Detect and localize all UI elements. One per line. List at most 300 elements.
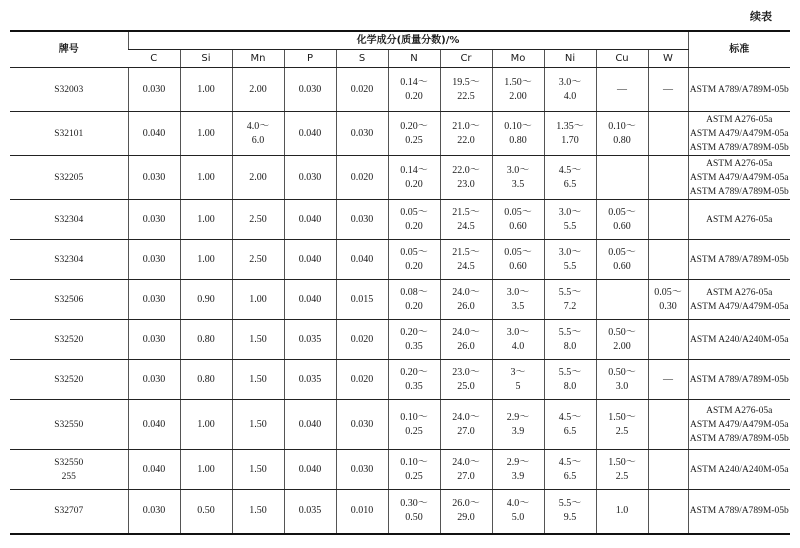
cell-line: 0.20 bbox=[405, 300, 423, 312]
cell-line: 0.030 bbox=[350, 213, 374, 225]
cell-line: 0.60 bbox=[509, 220, 527, 232]
value-cell bbox=[440, 156, 492, 200]
cell-line: — bbox=[617, 83, 627, 95]
cell-line: 0.60 bbox=[509, 260, 527, 272]
cell-line: 2.50 bbox=[249, 213, 267, 225]
value-cell bbox=[180, 400, 232, 450]
cell-line: ASTM A276-05a bbox=[706, 158, 773, 169]
value-cell bbox=[336, 68, 388, 112]
cell-line: S32520 bbox=[54, 334, 84, 345]
value-cell bbox=[492, 400, 544, 450]
element-header: N bbox=[388, 50, 440, 68]
value-cell bbox=[128, 112, 180, 156]
cell-line: 0.90 bbox=[197, 293, 215, 305]
grade-cell bbox=[10, 112, 128, 156]
value-cell bbox=[492, 280, 544, 320]
cell-line: 0.50 bbox=[197, 505, 215, 517]
composition-header: 化学成分(质量分数)/% bbox=[128, 31, 688, 50]
cell-line: 21.5～ bbox=[452, 206, 480, 218]
cell-line: 0.010 bbox=[350, 505, 374, 517]
value-cell bbox=[180, 490, 232, 534]
value-cell bbox=[440, 280, 492, 320]
cell-line: 0.040 bbox=[298, 213, 322, 225]
value-cell bbox=[648, 156, 688, 200]
cell-line: 0.30～ bbox=[400, 498, 428, 510]
cell-line: 5.5～ bbox=[558, 286, 582, 298]
cell-line: 0.040 bbox=[142, 127, 166, 139]
grade-cell bbox=[10, 450, 128, 490]
cell-line: 24.0～ bbox=[452, 326, 480, 338]
cell-line: S32520 bbox=[54, 374, 84, 385]
cell-line: 0.030 bbox=[142, 293, 166, 305]
cell-line: 1.50 bbox=[249, 505, 267, 517]
value-cell bbox=[596, 68, 648, 112]
cell-line: 0.35 bbox=[405, 380, 423, 392]
cell-line: ASTM A479/A479M-05a bbox=[690, 419, 789, 430]
value-cell bbox=[544, 200, 596, 240]
cell-line: — bbox=[663, 373, 673, 385]
cell-line: 0.80 bbox=[613, 134, 631, 146]
value-cell bbox=[388, 280, 440, 320]
cell-line: 0.040 bbox=[298, 127, 322, 139]
cell-line: S32205 bbox=[54, 172, 84, 183]
cell-line: 3.0～ bbox=[558, 246, 582, 258]
cell-line: 0.25 bbox=[405, 425, 423, 437]
table-row bbox=[10, 156, 790, 200]
value-cell bbox=[336, 400, 388, 450]
cell-line: 1.0 bbox=[615, 505, 629, 517]
cell-line: 0.05～ bbox=[400, 246, 428, 258]
value-cell bbox=[180, 68, 232, 112]
value-cell bbox=[128, 68, 180, 112]
cell-line: 6.5 bbox=[563, 470, 577, 482]
value-cell bbox=[388, 320, 440, 360]
cell-line: ASTM A276-05a bbox=[706, 405, 773, 416]
value-cell bbox=[544, 240, 596, 280]
composition-table bbox=[10, 30, 790, 535]
cell-line: 1.00 bbox=[197, 127, 215, 139]
cell-line: ASTM A276-05a bbox=[706, 114, 773, 125]
value-cell bbox=[440, 112, 492, 156]
cell-line: 24.0～ bbox=[452, 411, 480, 423]
cell-line: 0.30 bbox=[659, 300, 677, 312]
cell-line: 0.50 bbox=[405, 512, 423, 524]
value-cell bbox=[544, 68, 596, 112]
cell-line: 0.030 bbox=[142, 505, 166, 517]
value-cell bbox=[128, 200, 180, 240]
cell-line: 0.20～ bbox=[400, 326, 428, 338]
cell-line: 3.0～ bbox=[506, 164, 530, 176]
cell-line: 5.5～ bbox=[558, 498, 582, 510]
element-header: P bbox=[284, 50, 336, 68]
value-cell bbox=[440, 240, 492, 280]
value-cell bbox=[232, 320, 284, 360]
value-cell bbox=[284, 112, 336, 156]
cell-line: S32707 bbox=[54, 506, 84, 517]
cell-line: 0.035 bbox=[298, 333, 322, 345]
grade-cell bbox=[10, 200, 128, 240]
value-cell bbox=[440, 200, 492, 240]
value-cell bbox=[284, 400, 336, 450]
cell-line: 0.05～ bbox=[400, 206, 428, 218]
cell-line: 0.60 bbox=[613, 260, 631, 272]
cell-line: 0.20～ bbox=[400, 366, 428, 378]
cell-line: 2.5 bbox=[615, 470, 629, 482]
value-cell bbox=[284, 68, 336, 112]
cell-line: 1.00 bbox=[249, 293, 267, 305]
grade-cell bbox=[10, 320, 128, 360]
table-row bbox=[10, 280, 790, 320]
value-cell bbox=[232, 200, 284, 240]
cell-line: 0.030 bbox=[142, 373, 166, 385]
cell-line: ASTM A479/A479M-05a bbox=[690, 128, 789, 139]
grade-cell bbox=[10, 280, 128, 320]
value-cell bbox=[284, 156, 336, 200]
standard-cell bbox=[688, 280, 790, 320]
value-cell bbox=[492, 156, 544, 200]
value-cell bbox=[596, 450, 648, 490]
cell-line: 0.60 bbox=[613, 220, 631, 232]
value-cell bbox=[596, 200, 648, 240]
value-cell bbox=[284, 280, 336, 320]
value-cell bbox=[596, 112, 648, 156]
cell-line: 0.020 bbox=[350, 373, 374, 385]
value-cell bbox=[440, 400, 492, 450]
value-cell bbox=[128, 490, 180, 534]
cell-line: S32506 bbox=[54, 294, 84, 305]
cell-line: — bbox=[663, 83, 673, 95]
value-cell bbox=[180, 240, 232, 280]
value-cell bbox=[128, 320, 180, 360]
cell-line: 21.5～ bbox=[452, 246, 480, 258]
value-cell bbox=[388, 112, 440, 156]
value-cell bbox=[492, 200, 544, 240]
cell-line: 3.0～ bbox=[506, 326, 530, 338]
value-cell bbox=[492, 112, 544, 156]
value-cell bbox=[440, 360, 492, 400]
value-cell bbox=[492, 240, 544, 280]
standard-header: 标准 bbox=[688, 31, 790, 68]
cell-line: ASTM A240/A240M-05a bbox=[690, 334, 789, 345]
cell-line: 26.0～ bbox=[452, 498, 480, 510]
cell-line: 5.5～ bbox=[558, 326, 582, 338]
cell-line: 1.50～ bbox=[608, 411, 636, 423]
value-cell bbox=[648, 68, 688, 112]
cell-line: 4.0～ bbox=[506, 498, 530, 510]
cell-line: 0.030 bbox=[142, 171, 166, 183]
value-cell bbox=[336, 200, 388, 240]
cell-line: 0.040 bbox=[298, 463, 322, 475]
standard-cell bbox=[688, 320, 790, 360]
value-cell bbox=[284, 200, 336, 240]
value-cell bbox=[336, 490, 388, 534]
cell-line: 0.030 bbox=[142, 333, 166, 345]
table-row bbox=[10, 320, 790, 360]
cell-line: 2.00 bbox=[249, 83, 267, 95]
cell-line: 6.5 bbox=[563, 425, 577, 437]
value-cell bbox=[492, 320, 544, 360]
value-cell bbox=[596, 490, 648, 534]
value-cell bbox=[388, 490, 440, 534]
cell-line: 2.9～ bbox=[506, 456, 530, 468]
table-row bbox=[10, 400, 790, 450]
cell-line: 0.020 bbox=[350, 333, 374, 345]
cell-line: ASTM A479/A479M-05a bbox=[690, 301, 789, 312]
cell-line: 0.05～ bbox=[504, 206, 532, 218]
cell-line: 0.030 bbox=[142, 253, 166, 265]
cell-line: S32003 bbox=[54, 84, 84, 95]
cell-line: 0.040 bbox=[298, 253, 322, 265]
grade-cell bbox=[10, 400, 128, 450]
value-cell bbox=[440, 68, 492, 112]
cell-line: 3.0～ bbox=[506, 286, 530, 298]
cell-line: S32550 bbox=[54, 457, 84, 468]
cell-line: 0.030 bbox=[350, 463, 374, 475]
cell-line: 2.50 bbox=[249, 253, 267, 265]
value-cell bbox=[232, 68, 284, 112]
value-cell bbox=[180, 280, 232, 320]
value-cell bbox=[388, 156, 440, 200]
cell-line: 3.9 bbox=[511, 425, 525, 437]
cell-line: 24.5 bbox=[457, 260, 475, 272]
cell-line: 0.040 bbox=[298, 418, 322, 430]
cell-line: ASTM A789/A789M-05b bbox=[689, 254, 789, 265]
cell-line: 0.030 bbox=[350, 127, 374, 139]
cell-line: 2.00 bbox=[613, 340, 631, 352]
standard-cell bbox=[688, 450, 790, 490]
cell-line: 0.030 bbox=[142, 213, 166, 225]
cell-line: 1.00 bbox=[197, 463, 215, 475]
cell-line: 3.9 bbox=[511, 470, 525, 482]
cell-line: 0.35 bbox=[405, 340, 423, 352]
element-header: Ni bbox=[544, 50, 596, 68]
cell-line: 0.25 bbox=[405, 134, 423, 146]
cell-line: 0.80 bbox=[197, 373, 215, 385]
cell-line: 2.5 bbox=[615, 425, 629, 437]
cell-line: 3.0 bbox=[615, 380, 629, 392]
table-row bbox=[10, 112, 790, 156]
cell-line: S32304 bbox=[54, 254, 84, 265]
cell-line: 24.5 bbox=[457, 220, 475, 232]
element-header: Cr bbox=[440, 50, 492, 68]
value-cell bbox=[440, 320, 492, 360]
cell-line: 0.030 bbox=[350, 418, 374, 430]
cell-line: 22.0 bbox=[457, 134, 475, 146]
value-cell bbox=[648, 280, 688, 320]
cell-line: 0.040 bbox=[142, 463, 166, 475]
element-header: S bbox=[336, 50, 388, 68]
cell-line: 24.0～ bbox=[452, 456, 480, 468]
value-cell bbox=[128, 280, 180, 320]
cell-line: ASTM A789/A789M-05b bbox=[689, 142, 789, 153]
standard-cell bbox=[688, 68, 790, 112]
value-cell bbox=[648, 490, 688, 534]
value-cell bbox=[128, 360, 180, 400]
cell-line: ASTM A479/A479M-05a bbox=[690, 172, 789, 183]
grade-cell bbox=[10, 156, 128, 200]
cell-line: 1.00 bbox=[197, 213, 215, 225]
value-cell bbox=[284, 450, 336, 490]
cell-line: 26.0 bbox=[457, 300, 475, 312]
cell-line: 1.50～ bbox=[608, 456, 636, 468]
cell-line: 0.10～ bbox=[400, 456, 428, 468]
value-cell bbox=[232, 280, 284, 320]
cell-line: S32304 bbox=[54, 214, 84, 225]
value-cell bbox=[336, 112, 388, 156]
cell-line: 0.25 bbox=[405, 470, 423, 482]
value-cell bbox=[544, 400, 596, 450]
cell-line: 0.14～ bbox=[400, 76, 428, 88]
cell-line: 1.50 bbox=[249, 333, 267, 345]
cell-line: 5 bbox=[515, 380, 521, 392]
value-cell bbox=[128, 400, 180, 450]
grade-cell bbox=[10, 360, 128, 400]
value-cell bbox=[544, 156, 596, 200]
value-cell bbox=[492, 68, 544, 112]
value-cell bbox=[232, 156, 284, 200]
cell-line: 0.80 bbox=[197, 333, 215, 345]
cell-line: 0.05～ bbox=[608, 206, 636, 218]
value-cell bbox=[544, 280, 596, 320]
cell-line: 25.0 bbox=[457, 380, 475, 392]
value-cell bbox=[388, 240, 440, 280]
element-header: Mn bbox=[232, 50, 284, 68]
cell-line: 3～ bbox=[510, 366, 526, 378]
cell-line: 0.14～ bbox=[400, 164, 428, 176]
value-cell bbox=[648, 112, 688, 156]
element-header: Mo bbox=[492, 50, 544, 68]
cell-line: 1.50 bbox=[249, 463, 267, 475]
cell-line: 23.0～ bbox=[452, 366, 480, 378]
cell-line: 0.030 bbox=[298, 83, 322, 95]
value-cell bbox=[336, 360, 388, 400]
cell-line: 4.0～ bbox=[246, 120, 270, 132]
cell-line: 26.0 bbox=[457, 340, 475, 352]
cell-line: 4.0 bbox=[563, 90, 577, 102]
cell-line: 0.50～ bbox=[608, 366, 636, 378]
cell-line: ASTM A789/A789M-05b bbox=[689, 374, 789, 385]
cell-line: 0.50～ bbox=[608, 326, 636, 338]
cell-line: 3.0～ bbox=[558, 206, 582, 218]
value-cell bbox=[180, 360, 232, 400]
element-header: Si bbox=[180, 50, 232, 68]
cell-line: 1.00 bbox=[197, 83, 215, 95]
value-cell bbox=[128, 156, 180, 200]
cell-line: ASTM A240/A240M-05a bbox=[690, 464, 789, 475]
cell-line: S32550 bbox=[54, 419, 84, 430]
value-cell bbox=[648, 450, 688, 490]
cell-line: 0.020 bbox=[350, 171, 374, 183]
value-cell bbox=[544, 360, 596, 400]
value-cell bbox=[440, 450, 492, 490]
cell-line: 24.0～ bbox=[452, 286, 480, 298]
value-cell bbox=[492, 490, 544, 534]
table-row bbox=[10, 68, 790, 112]
cell-line: 2.00 bbox=[509, 90, 527, 102]
cell-line: 29.0 bbox=[457, 512, 475, 524]
cell-line: 2.00 bbox=[249, 171, 267, 183]
table-row bbox=[10, 490, 790, 534]
value-cell bbox=[284, 490, 336, 534]
continued-label: 续表 bbox=[750, 10, 772, 23]
cell-line: ASTM A789/A789M-05b bbox=[689, 186, 789, 197]
value-cell bbox=[388, 200, 440, 240]
value-cell bbox=[232, 450, 284, 490]
value-cell bbox=[128, 240, 180, 280]
cell-line: 22.0～ bbox=[452, 164, 480, 176]
cell-line: 3.5 bbox=[511, 178, 525, 190]
cell-line: 0.035 bbox=[298, 373, 322, 385]
grade-cell bbox=[10, 240, 128, 280]
cell-line: 0.040 bbox=[142, 418, 166, 430]
value-cell bbox=[648, 360, 688, 400]
cell-line: S32101 bbox=[54, 128, 84, 139]
cell-line: 0.020 bbox=[350, 83, 374, 95]
cell-line: 9.5 bbox=[563, 512, 577, 524]
cell-line: 5.0 bbox=[511, 512, 525, 524]
value-cell bbox=[596, 280, 648, 320]
grade-cell bbox=[10, 68, 128, 112]
cell-line: 21.0～ bbox=[452, 120, 480, 132]
cell-line: 4.5～ bbox=[558, 456, 582, 468]
cell-line: 0.040 bbox=[298, 293, 322, 305]
cell-line: 3.0～ bbox=[558, 76, 582, 88]
value-cell bbox=[492, 360, 544, 400]
cell-line: 27.0 bbox=[457, 425, 475, 437]
table-row bbox=[10, 240, 790, 280]
value-cell bbox=[388, 400, 440, 450]
value-cell bbox=[232, 112, 284, 156]
cell-line: 27.0 bbox=[457, 470, 475, 482]
element-header: Cu bbox=[596, 50, 648, 68]
value-cell bbox=[336, 240, 388, 280]
cell-line: 0.05～ bbox=[654, 286, 682, 298]
value-cell bbox=[388, 360, 440, 400]
cell-line: 0.030 bbox=[298, 171, 322, 183]
cell-line: 0.10～ bbox=[608, 120, 636, 132]
value-cell bbox=[180, 156, 232, 200]
value-cell bbox=[284, 240, 336, 280]
value-cell bbox=[180, 320, 232, 360]
value-cell bbox=[596, 240, 648, 280]
cell-line: 0.80 bbox=[509, 134, 527, 146]
cell-line: 0.20 bbox=[405, 90, 423, 102]
cell-line: 0.20 bbox=[405, 178, 423, 190]
cell-line: ASTM A276-05a bbox=[706, 287, 773, 298]
value-cell bbox=[544, 320, 596, 360]
cell-line: 8.0 bbox=[563, 380, 577, 392]
grade-header: 牌号 bbox=[10, 31, 128, 68]
cell-line: 6.5 bbox=[563, 178, 577, 190]
standard-cell bbox=[688, 490, 790, 534]
cell-line: 1.00 bbox=[197, 418, 215, 430]
value-cell bbox=[648, 320, 688, 360]
cell-line: 1.00 bbox=[197, 171, 215, 183]
element-header: W bbox=[648, 50, 688, 68]
cell-line: 1.35～ bbox=[556, 120, 584, 132]
cell-line: 1.50 bbox=[249, 418, 267, 430]
standard-cell bbox=[688, 156, 790, 200]
value-cell bbox=[336, 280, 388, 320]
cell-line: 6.0 bbox=[251, 134, 265, 146]
value-cell bbox=[284, 360, 336, 400]
cell-line: 4.5～ bbox=[558, 411, 582, 423]
value-cell bbox=[180, 112, 232, 156]
cell-line: 2.9～ bbox=[506, 411, 530, 423]
cell-line: 19.5～ bbox=[452, 76, 480, 88]
cell-line: ASTM A789/A789M-05b bbox=[689, 506, 789, 517]
cell-line: 23.0 bbox=[457, 178, 475, 190]
